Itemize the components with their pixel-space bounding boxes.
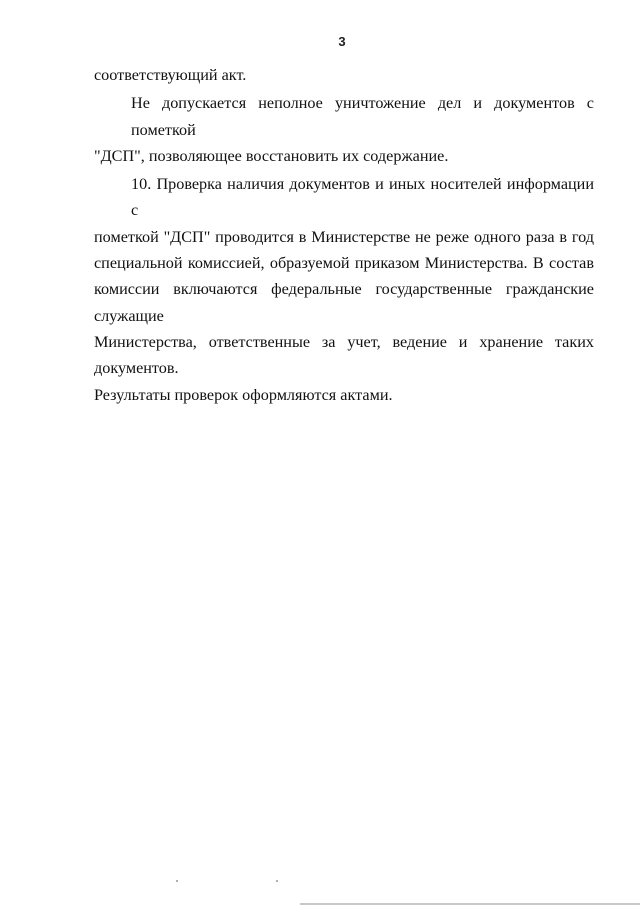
text-line: Результаты проверок оформляются актами. — [94, 385, 393, 404]
document-body — [94, 62, 594, 408]
paragraph-continuation — [94, 62, 594, 88]
paragraph-item-10 — [94, 171, 594, 408]
scan-speck — [276, 880, 278, 882]
text-line: Не допускается неполное уничтожение дел и документов с пометкой — [131, 94, 594, 139]
paragraph-destruction — [94, 90, 594, 169]
text-line: комиссии включаются федеральные государственные гражданские служащие — [94, 280, 594, 325]
text-line: Министерства, ответственные за учет, ведение и хранение таких документов. — [94, 332, 594, 378]
text-line: соответствующий акт. — [94, 66, 247, 84]
scan-speck — [176, 880, 178, 882]
text-line: специальной комиссией, образуемой приказом Министерства. В состав — [94, 254, 594, 273]
text-line: "ДСП", позволяющее восстановить их содержание. — [94, 146, 449, 165]
text-line: пометкой "ДСП" проводится в Министерстве не реже одного раза в год — [94, 227, 594, 246]
page-number: 3 — [338, 34, 346, 49]
text-line: 10. Проверка наличия документов и иных носителей информации с — [131, 175, 594, 220]
